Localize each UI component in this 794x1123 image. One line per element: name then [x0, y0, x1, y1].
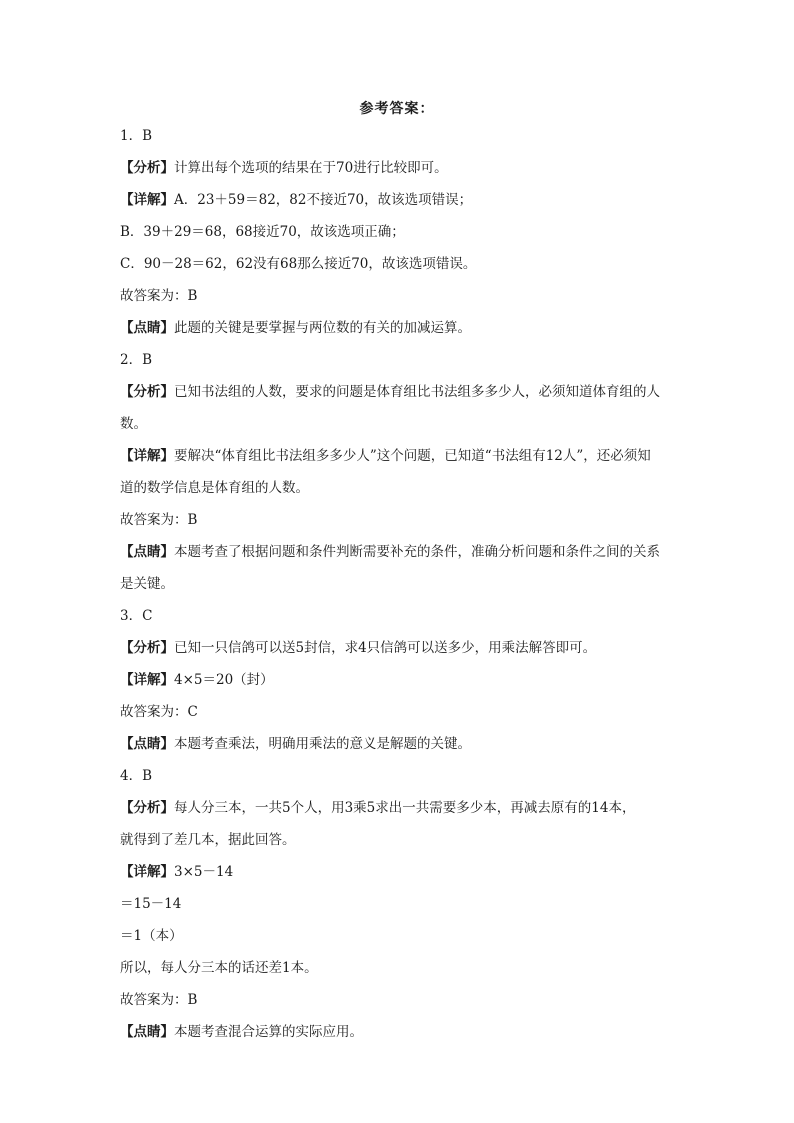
section-tag: 【详解】: [120, 192, 174, 208]
section-tag: 【点睛】: [120, 544, 174, 560]
line-text: A．23＋59＝82，82不接近70，故该选项错误；: [174, 192, 473, 208]
answer-line: [120, 984, 680, 1016]
section-tag: 【分析】: [120, 384, 174, 400]
answer-line: [120, 600, 680, 632]
answer-line: [120, 536, 680, 568]
line-text: 本题考查混合运算的实际应用。: [174, 1024, 363, 1040]
section-tag: 【详解】: [120, 448, 174, 464]
line-text: 是关键。: [120, 576, 174, 592]
answer-line: [120, 760, 680, 792]
answer-line: [120, 568, 680, 600]
answer-line: [120, 888, 680, 920]
line-text: 故答案为：C: [120, 704, 198, 720]
line-text: 已知一只信鸽可以送5封信，求4只信鸽可以送多少，用乘法解答即可。: [174, 640, 597, 656]
line-text: 4．B: [120, 768, 153, 784]
section-tag: 【点睛】: [120, 320, 174, 336]
line-text: 3．C: [120, 608, 153, 624]
line-text: 本题考查了根据问题和条件判断需要补充的条件，准确分析问题和条件之间的关系: [174, 544, 660, 560]
answer-line: [120, 184, 680, 216]
section-tag: 【详解】: [120, 864, 174, 880]
answer-line: [120, 408, 680, 440]
answer-line: [120, 216, 680, 248]
answer-line: [120, 472, 680, 504]
line-text: 此题的关键是要掌握与两位数的有关的加减运算。: [174, 320, 471, 336]
section-tag: 【点睛】: [120, 1024, 174, 1040]
line-text: 道的数学信息是体育组的人数。: [120, 480, 309, 496]
answer-line: [120, 120, 680, 152]
section-tag: 【点睛】: [120, 736, 174, 752]
line-text: 故答案为：B: [120, 512, 198, 528]
answer-line: [120, 792, 680, 824]
line-text: ＝1（本）: [120, 928, 183, 944]
answer-line: [120, 344, 680, 376]
section-tag: 【分析】: [120, 640, 174, 656]
answer-line: [120, 152, 680, 184]
answer-line: [120, 504, 680, 536]
line-text: B．39＋29＝68，68接近70，故该选项正确；: [120, 224, 405, 240]
answer-line: [120, 312, 680, 344]
answer-content: [120, 120, 680, 1048]
line-text: 4×5＝20（封）: [174, 672, 274, 688]
answer-line: [120, 440, 680, 472]
answer-line: [120, 824, 680, 856]
line-text: 就得到了差几本，据此回答。: [120, 832, 296, 848]
line-text: 所以，每人分三本的话还差1本。: [120, 960, 318, 976]
line-text: 3×5－14: [174, 864, 234, 880]
answer-line: [120, 952, 680, 984]
line-text: 1．B: [120, 128, 153, 144]
line-text: 本题考查乘法，明确用乘法的意义是解题的关键。: [174, 736, 471, 752]
line-text: 已知书法组的人数，要求的问题是体育组比书法组多多少人，必须知道体育组的人: [174, 384, 660, 400]
line-text: 故答案为：B: [120, 992, 198, 1008]
answer-line: [120, 856, 680, 888]
line-text: 故答案为：B: [120, 288, 198, 304]
line-text: 2．B: [120, 352, 153, 368]
answer-line: [120, 280, 680, 312]
answer-line: [120, 1016, 680, 1048]
line-text: C．90－28＝62，62没有68那么接近70，故该选项错误。: [120, 256, 477, 272]
section-tag: 【分析】: [120, 800, 174, 816]
answer-line: [120, 632, 680, 664]
answer-line: [120, 728, 680, 760]
line-text: 计算出每个选项的结果在于70进行比较即可。: [174, 160, 448, 176]
answer-line: [120, 248, 680, 280]
line-text: 要解决“体育组比书法组多多少人”这个问题，已知道“书法组有12人”，还必须知: [174, 448, 651, 464]
answer-line: [120, 664, 680, 696]
line-text: ＝15－14: [120, 896, 182, 912]
section-tag: 【分析】: [120, 160, 174, 176]
section-tag: 【详解】: [120, 672, 174, 688]
line-text: 每人分三本，一共5个人，用3乘5求出一共需要多少本，再减去原有的14本，: [174, 800, 636, 816]
line-text: 数。: [120, 416, 147, 432]
page-title: 参考答案：: [359, 101, 435, 117]
answer-line: [120, 920, 680, 952]
answer-line: [120, 376, 680, 408]
answer-line: [120, 696, 680, 728]
